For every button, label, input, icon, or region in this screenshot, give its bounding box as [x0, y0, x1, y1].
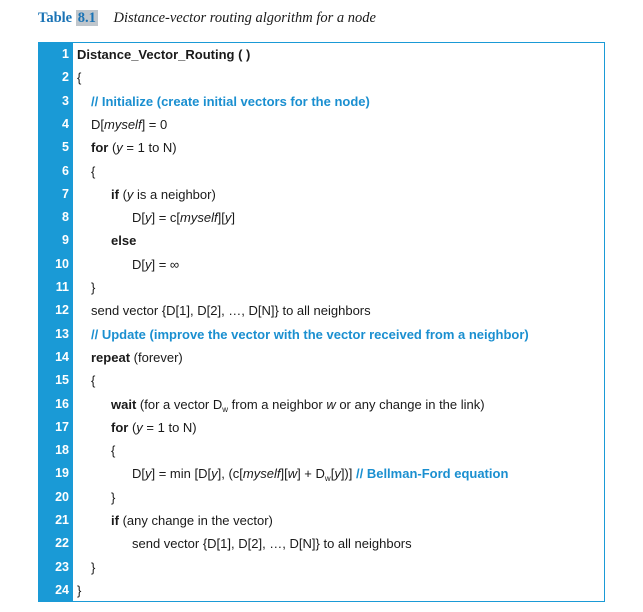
code-comment: // Bellman-Ford equation	[355, 466, 509, 482]
code-keyword: for	[111, 419, 129, 435]
code-line	[39, 206, 604, 229]
code-keyword: else	[111, 233, 137, 249]
code-token: = 1 to N)	[122, 140, 177, 156]
code-token: [	[330, 466, 335, 482]
line-number: 4	[62, 116, 69, 131]
code-token: y	[145, 210, 152, 226]
code-line	[39, 90, 604, 113]
code-line	[39, 439, 604, 462]
code-text	[132, 206, 235, 229]
code-token: myself	[180, 210, 218, 226]
line-number: 24	[55, 582, 69, 597]
code-text	[111, 229, 136, 252]
line-number: 23	[55, 559, 69, 574]
code-text	[91, 90, 370, 113]
code-token: }	[91, 559, 96, 575]
code-line	[39, 346, 604, 369]
code-line	[39, 66, 604, 89]
code-token: y	[145, 466, 152, 482]
code-text	[111, 183, 216, 206]
code-token: ]	[231, 210, 235, 226]
code-text	[91, 276, 95, 299]
code-text	[111, 393, 485, 416]
code-comment: // Initialize (create initial vectors for the node)	[91, 93, 370, 109]
code-text	[91, 160, 95, 183]
caption-number: 8.1	[77, 10, 96, 26]
code-token: }	[111, 489, 116, 505]
code-token: w	[326, 396, 336, 412]
line-number: 21	[55, 513, 69, 527]
line-number: 9	[62, 233, 69, 248]
code-line	[39, 183, 604, 206]
line-number: 18	[55, 443, 69, 458]
code-token: = 1 to N)	[142, 419, 197, 435]
code-text	[77, 579, 81, 602]
code-line	[39, 509, 604, 532]
line-number: 15	[55, 373, 69, 388]
code-token: y	[136, 419, 143, 435]
code-text	[132, 462, 508, 485]
code-token: or any change in the link)	[335, 396, 485, 412]
code-token: (	[108, 140, 117, 156]
code-token: ] = 0	[141, 116, 168, 132]
code-text	[91, 346, 183, 369]
table-caption	[38, 10, 376, 27]
line-number: 16	[55, 396, 69, 411]
code-token: y	[334, 466, 341, 482]
code-text	[132, 253, 179, 276]
code-line	[39, 416, 604, 439]
code-token: ] = ∞	[151, 256, 180, 272]
code-token: Distance_Vector_Routing ( )	[77, 47, 251, 62]
code-text	[91, 323, 529, 346]
code-token: {	[111, 443, 116, 459]
code-token: {	[91, 373, 96, 389]
line-number: 7	[62, 186, 69, 201]
line-number: 17	[55, 419, 69, 434]
code-token: w	[287, 466, 298, 482]
code-line	[39, 253, 604, 276]
code-line	[39, 160, 604, 183]
code-token: ] + D	[297, 466, 325, 482]
code-line	[39, 369, 604, 392]
line-number: 1	[62, 47, 69, 61]
code-comment: // Update (improve the vector with the vector received from a neighbor)	[91, 326, 529, 342]
code-line	[39, 276, 604, 299]
code-token: myself	[104, 116, 142, 132]
code-line	[39, 393, 604, 416]
code-token: myself	[242, 466, 281, 482]
caption-title: Distance-vector routing algorithm for a node	[113, 10, 376, 26]
line-number: 20	[55, 489, 69, 504]
code-token: D[	[91, 116, 104, 132]
code-token: y	[211, 466, 218, 482]
code-line	[39, 229, 604, 252]
code-text	[91, 113, 167, 136]
code-line	[39, 323, 604, 346]
line-number: 14	[55, 349, 69, 364]
code-keyword: repeat	[91, 349, 131, 365]
code-line	[39, 579, 604, 602]
code-text	[111, 486, 115, 509]
code-line	[39, 462, 604, 485]
code-listing	[38, 42, 605, 602]
code-line	[39, 43, 604, 66]
code-token: ] = c[	[151, 210, 181, 226]
code-token: D[	[132, 466, 145, 482]
code-token: {	[91, 163, 96, 179]
code-token: D[	[132, 256, 145, 272]
code-text	[132, 532, 412, 555]
caption-label: Table	[38, 10, 73, 26]
line-number: 12	[55, 303, 69, 318]
line-number: 10	[55, 256, 69, 271]
code-token: {	[77, 70, 82, 86]
code-token: send vector {D[1], D[2], …, D[N]} to all neighbors	[132, 536, 412, 552]
code-text	[111, 439, 115, 462]
code-text	[91, 136, 177, 159]
code-token: y	[145, 256, 152, 272]
code-keyword: wait	[111, 396, 137, 412]
code-keyword: if	[111, 186, 119, 202]
code-token: (forever)	[130, 349, 183, 365]
code-token: }	[77, 582, 82, 598]
code-keyword: if	[111, 513, 119, 528]
code-line	[39, 486, 604, 509]
code-token: (any change in the vector)	[118, 513, 273, 528]
line-number: 3	[62, 93, 69, 108]
code-token: }	[91, 280, 96, 295]
code-keyword: for	[91, 140, 109, 156]
code-line	[39, 532, 604, 555]
line-number: 11	[55, 280, 69, 294]
code-token: y	[126, 186, 134, 202]
code-text	[77, 66, 81, 89]
code-text	[91, 299, 371, 322]
code-token: w	[324, 474, 331, 484]
code-line	[39, 556, 604, 579]
code-line	[39, 299, 604, 322]
code-token: ][	[280, 466, 288, 482]
code-text	[111, 509, 273, 532]
code-token: D[	[132, 210, 145, 226]
code-line	[39, 113, 604, 136]
code-token: ][	[217, 210, 225, 226]
code-token: ], (c[	[217, 466, 243, 482]
code-line	[39, 136, 604, 159]
line-number: 6	[62, 163, 69, 178]
code-token: ])]	[340, 466, 356, 482]
line-number: 2	[62, 70, 69, 85]
line-number: 8	[62, 210, 69, 225]
line-number: 5	[62, 140, 69, 155]
code-text	[111, 416, 197, 439]
line-number: 19	[55, 466, 69, 481]
code-token: w	[222, 404, 229, 414]
code-text	[91, 556, 95, 579]
code-token: (for a vector D	[136, 396, 223, 412]
code-text	[77, 43, 250, 66]
line-number: 13	[55, 326, 69, 341]
code-token: is a neighbor)	[133, 186, 216, 202]
code-text	[91, 369, 95, 392]
code-token: (	[118, 186, 127, 202]
code-token: y	[116, 140, 123, 156]
line-number: 22	[55, 536, 69, 551]
code-token: ] = min [D[	[151, 466, 212, 482]
code-token: send vector {D[1], D[2], …, D[N]} to all neighbors	[91, 303, 371, 319]
code-token: from a neighbor	[228, 396, 327, 412]
code-token: (	[128, 419, 137, 435]
code-token: y	[224, 210, 232, 226]
